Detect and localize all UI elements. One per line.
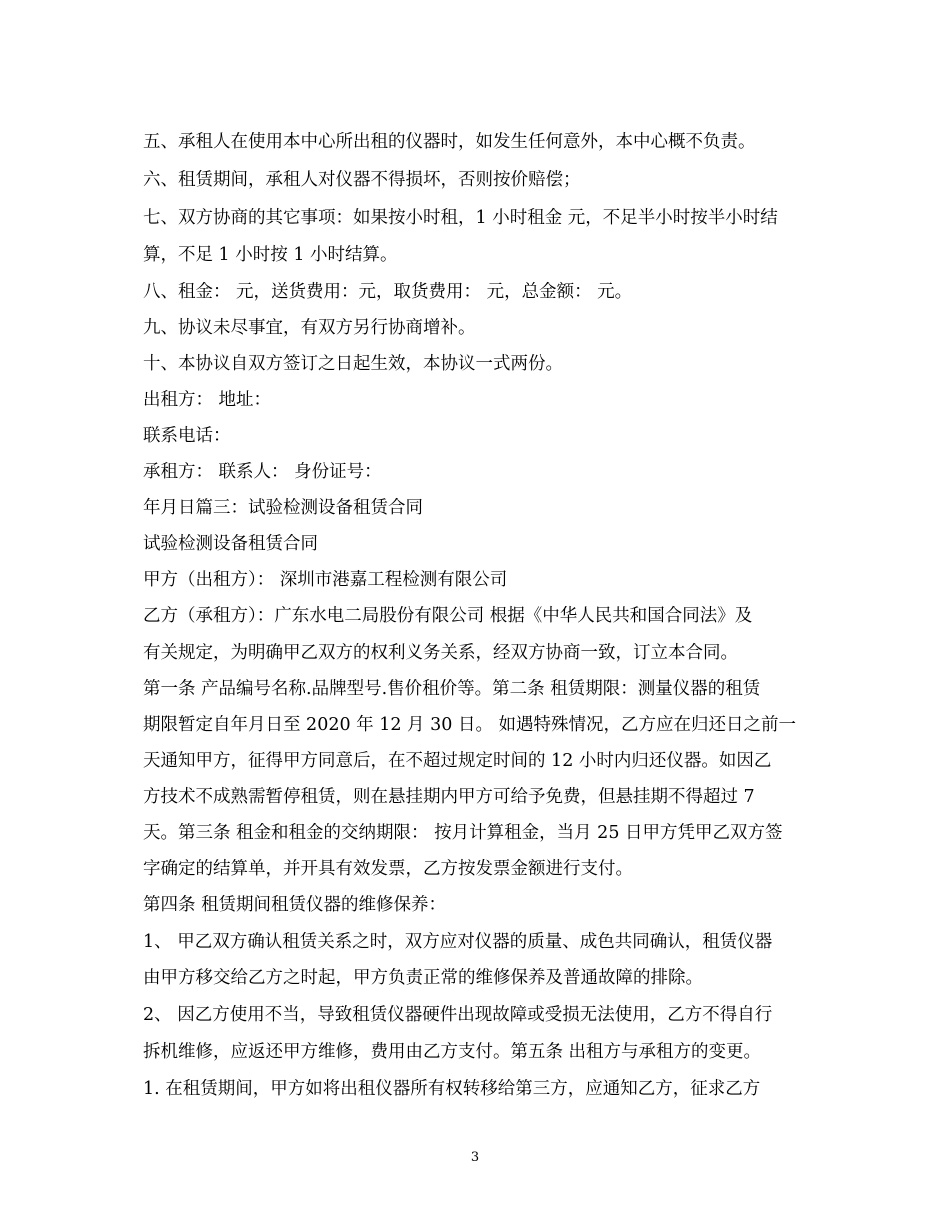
text-line: 六、租赁期间，承租人对仪器不得损坏，否则按价赔偿； <box>143 170 581 190</box>
text-line: 1. 在租赁期间，甲方如将出租仪器所有权转移给第三方，应通知乙方，征求乙方 <box>143 1079 761 1099</box>
text-line: 九、协议未尽事宜，有双方另行协商增补。 <box>143 318 476 338</box>
text-line: 期限暂定自年月日至 2020 年 12 月 30 日。 如遇特殊情况，乙方应在归还日之前一 <box>143 715 797 735</box>
text-line: 方技术不成熟需暂停租赁，则在悬挂期内甲方可给予免费，但悬挂期不得超过 7 <box>143 787 755 807</box>
text-line: 联系电话： <box>143 426 231 446</box>
text-line: 五、承租人在使用本中心所出租的仪器时，如发生任何意外，本中心概不负责。 <box>143 132 756 152</box>
text-line: 试验检测设备租赁合同 <box>143 534 318 554</box>
text-line: 算，不足 1 小时按 1 小时结算。 <box>143 245 398 265</box>
text-line: 拆机维修，应返还甲方维修，费用由乙方支付。第五条 出租方与承租方的变更。 <box>143 1042 762 1062</box>
text-line: 2、 因乙方使用不当，导致租赁仪器硬件出现故障或受损无法使用，乙方不得自行 <box>143 1005 773 1025</box>
text-line: 甲方（出租方）： 深圳市港嘉工程检测有限公司 <box>143 570 508 590</box>
text-line: 八、租金： 元，送货费用：元，取货费用： 元，总金额： 元。 <box>143 282 633 302</box>
text-line: 七、双方协商的其它事项：如果按小时租，1 小时租金 元，不足半小时按半小时结 <box>143 208 778 228</box>
text-line: 承租方： 联系人： 身份证号： <box>143 462 382 482</box>
text-line: 1、 甲乙双方确认租赁关系之时，双方应对仪器的质量、成色共同确认，租赁仪器 <box>143 932 773 952</box>
text-line: 有关规定，为明确甲乙双方的权利义务关系，经双方协商一致，订立本合同。 <box>143 643 738 663</box>
page-number: 3 <box>470 1150 480 1165</box>
text-line: 字确定的结算单，并开具有效发票，乙方按发票金额进行支付。 <box>143 859 633 879</box>
text-line: 天。第三条 租金和租金的交纳期限： 按月计算租金，当月 25 日甲方凭甲乙双方签 <box>143 823 783 843</box>
text-line: 年月日篇三：试验检测设备租赁合同 <box>143 498 423 518</box>
text-line: 第一条 产品编号名称.品牌型号.售价租价等。第二条 租赁期限：测量仪器的租赁 <box>143 679 761 699</box>
text-line: 第四条 租赁期间租赁仪器的维修保养： <box>143 895 447 915</box>
text-line: 乙方（承租方）：广东水电二局股份有限公司 根据《中华人民共和国合同法》及 <box>143 606 753 626</box>
text-line: 由甲方移交给乙方之时起，甲方负责正常的维修保养及普通故障的排除。 <box>143 968 703 988</box>
text-line: 天通知甲方，征得甲方同意后，在不超过规定时间的 12 小时内归还仪器。如因乙 <box>143 751 772 771</box>
text-line: 出租方： 地址： <box>143 390 272 410</box>
text-line: 十、本协议自双方签订之日起生效，本协议一式两份。 <box>143 354 563 374</box>
